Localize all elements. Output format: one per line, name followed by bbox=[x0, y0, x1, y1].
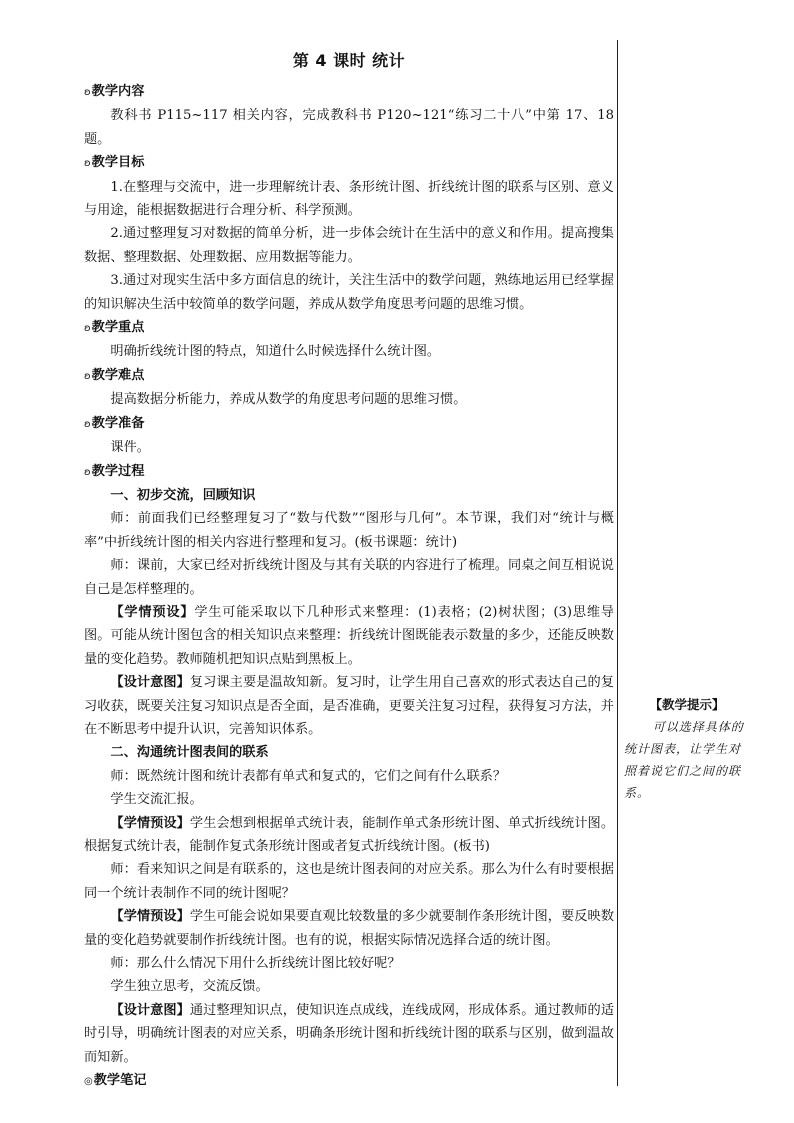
sidebar-title: 【教学提示】 bbox=[649, 697, 725, 712]
goal-item: 2.通过整理复习对数据的简单分析，进一步体会统计在生活中的意义和作用。提高搜集数据、整理数据、处理数据、应用数据等能力。 bbox=[84, 226, 614, 265]
tag-label: 【学情预设】 bbox=[110, 815, 190, 831]
goal-item: 1.在整理与交流中，进一步理解统计表、条形统计图、折线统计图的联系与区别、意义与用途，能根据数据进行合理分析、科学预测。 bbox=[84, 179, 614, 219]
tag-label: 【设计意图】 bbox=[110, 1002, 190, 1018]
heading-mark-icon: ʚ bbox=[84, 87, 91, 98]
prep-text: 课件。 bbox=[110, 440, 150, 456]
part2-paragraph: 【设计意图】通过整理知识点，使知识连点成线，连线成网，形成体系。通过教师的适时引导，明确统计图表的对应关系，明确条形统计图和折线统计图的联系与区别，做到温故而知新。 bbox=[84, 1002, 615, 1065]
content-text: 教科书 P115~117 相关内容，完成教科书 P120~121“练习二十八”中第 17、18 题。 bbox=[84, 108, 614, 147]
difficulty-text: 提高数据分析能力，养成从数学的角度思考问题的思维习惯。 bbox=[110, 392, 467, 408]
part2-paragraph: 师：既然统计图和统计表都有单式和复式的，它们之间有什么联系？ bbox=[110, 768, 507, 784]
heading-mark-icon: ʚ bbox=[84, 466, 91, 478]
part2-paragraph: 【学情预设】学生可能会说如果要直观比较数量的多少就要制作条形统计图，要反映数量的变化趋势就要制作折线统计图。也有的说，根据实际情况选择合适的统计图。 bbox=[84, 909, 615, 948]
part2-paragraph: 师：那么什么情况下用什么折线统计图比较好呢？ bbox=[110, 956, 401, 972]
section-heading-difficulty: ʚ教学难点 bbox=[84, 367, 145, 383]
section-heading-key: ʚ教学重点 bbox=[84, 320, 145, 336]
heading-mark-icon: ʚ bbox=[84, 418, 91, 430]
section-heading-content: ʚ教学内容 bbox=[84, 84, 145, 99]
sidebar-text: 可以选择具体的统计图表，让学生对照着说它们之间的联系。 bbox=[624, 720, 744, 800]
section-heading-notes: ◎教学笔记 bbox=[84, 1073, 147, 1089]
part1-paragraph: 【学情预设】学生可能采取以下几种形式来整理：(1)表格；(2)树状图；(3)思维导图。可能从统计图包含的相关知识点来整理：折线统计图既能表示数量的多少，还能反映数量的变化趋势。教师随机把知识点贴到黑板上。 bbox=[84, 604, 614, 667]
circle-mark-icon: ◎ bbox=[84, 1076, 93, 1088]
goal-item: 3.通过对现实生活中多方面信息的统计，关注生活中的数学问题，熟练地运用已经掌握的知识解决生活中较简单的数学问题，养成从数学角度思考问题的思维习惯。 bbox=[84, 273, 614, 312]
part2-paragraph: 学生交流汇报。 bbox=[110, 792, 203, 808]
section-heading-goals: ʚ教学目标 bbox=[84, 155, 145, 171]
part2-paragraph: 学生独立思考，交流反馈。 bbox=[110, 979, 269, 995]
part1-paragraph: 师：课前，大家已经对折线统计图及与其有关联的内容进行了梳理。同桌之间互相说说自己是怎样整理的。 bbox=[84, 558, 614, 597]
page-title: 第 4 课时 统计 bbox=[292, 51, 406, 70]
tag-label: 【学情预设】 bbox=[110, 909, 190, 925]
section-heading-prep: ʚ教学准备 bbox=[84, 415, 145, 431]
part2-title: 二、沟通统计图表间的联系 bbox=[110, 745, 269, 761]
teaching-tip-sidebar bbox=[624, 694, 750, 804]
lesson-main-column bbox=[84, 46, 614, 1093]
part2-paragraph: 【学情预设】学生会想到根据单式统计表，能制作单式条形统计图、单式折线统计图。根据复式统计表，能制作复式条形统计图或者复式折线统计图。(板书) bbox=[84, 815, 615, 854]
tag-label: 【设计意图】 bbox=[110, 675, 190, 691]
part1-title: 一、初步交流，回顾知识 bbox=[110, 487, 256, 503]
part1-paragraph: 【设计意图】复习课主要是温故知新。复习时，让学生用自己喜欢的形式表达自己的复习收获，既要关注复习知识点是否全面，是否准确，更要关注复习过程，获得复习方法，并在不断思考中提升认识，完善知识体系。 bbox=[84, 675, 615, 737]
tag-label: 【学情预设】 bbox=[110, 604, 195, 620]
heading-mark-icon: ʚ bbox=[84, 158, 91, 170]
heading-mark-icon: ʚ bbox=[84, 370, 91, 382]
part2-paragraph: 师：看来知识之间是有联系的，这也是统计图表间的对应关系。那么为什么有时要根据同一个统计表制作不同的统计图呢？ bbox=[84, 862, 614, 901]
key-text: 明确折线统计图的特点，知道什么时候选择什么统计图。 bbox=[110, 344, 441, 360]
section-heading-process: ʚ教学过程 bbox=[84, 463, 145, 479]
column-divider bbox=[617, 40, 618, 1086]
heading-mark-icon: ʚ bbox=[84, 323, 91, 335]
part1-paragraph: 师：前面我们已经整理复习了“数与代数”“图形与几何”。本节课，我们对“统计与概率”中折线统计图的相关内容进行整理和复习。(板书课题：统计) bbox=[84, 511, 614, 550]
